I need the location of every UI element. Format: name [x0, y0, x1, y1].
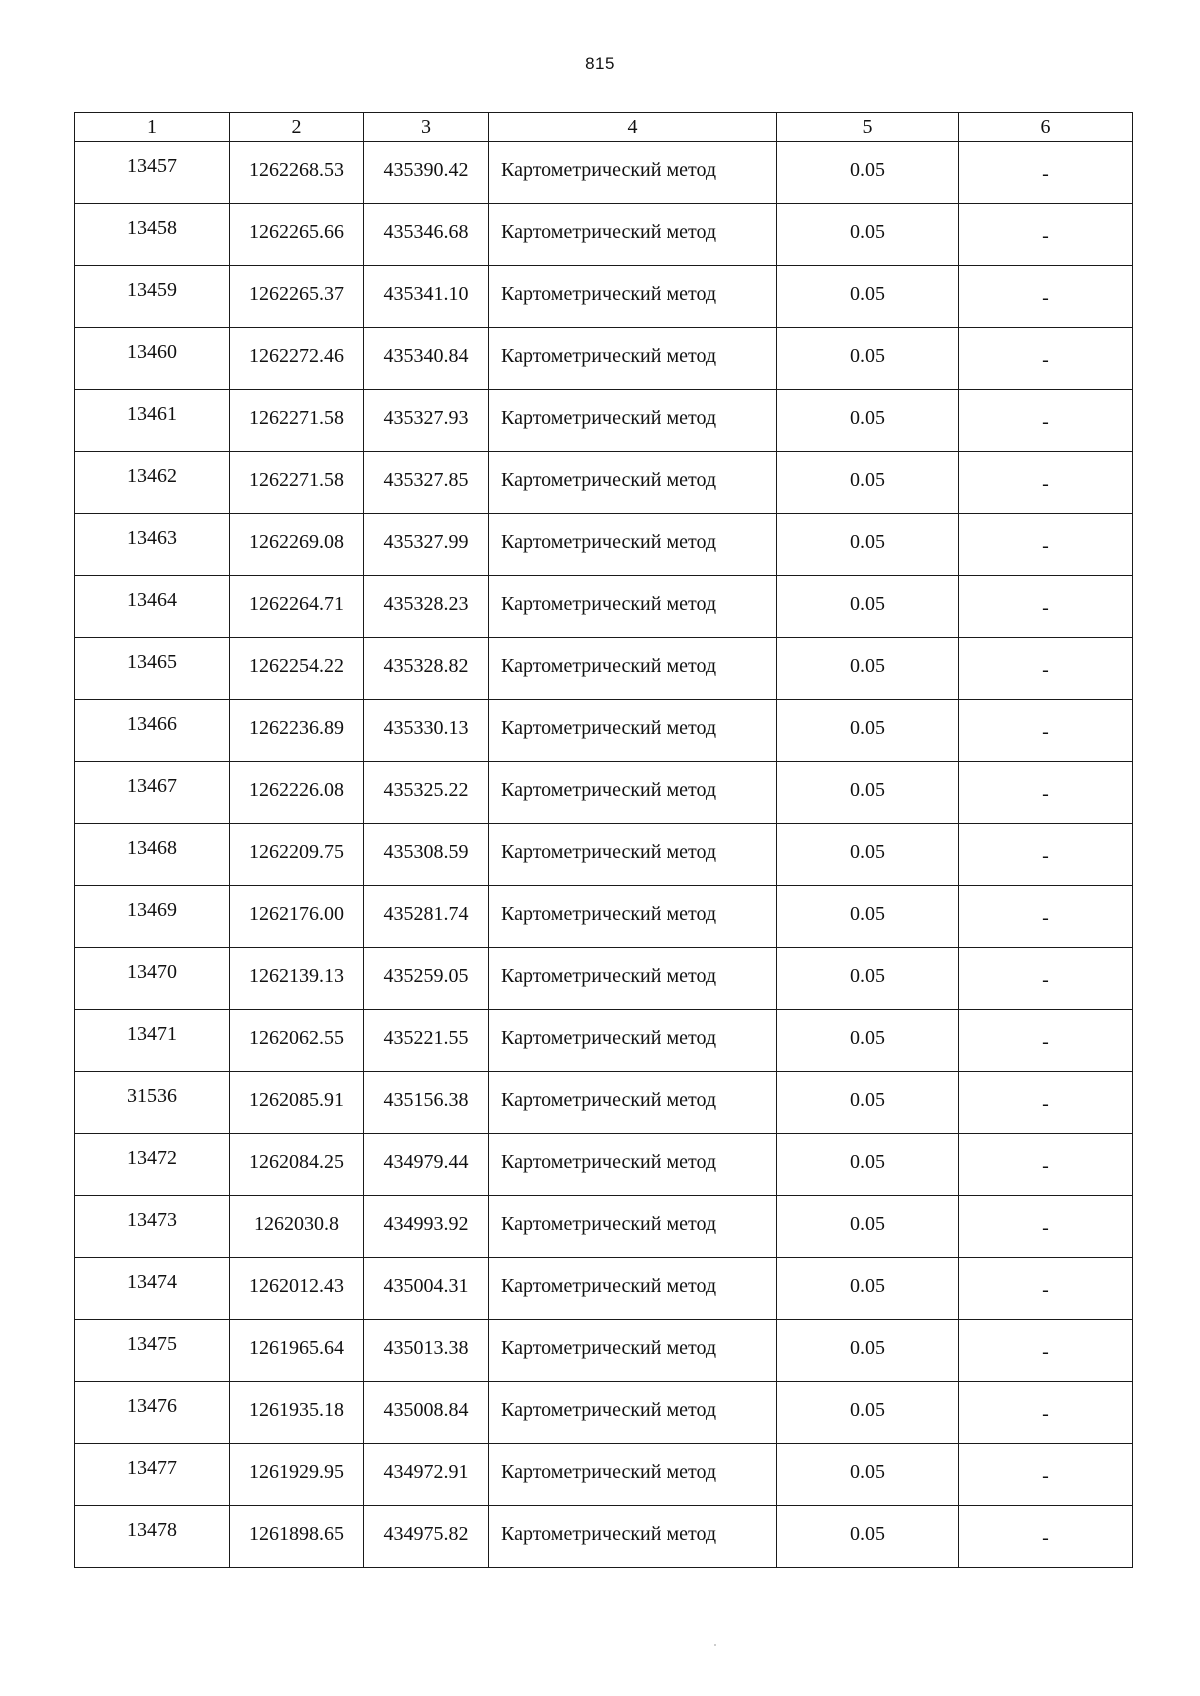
scan-speck: [714, 1644, 716, 1646]
accuracy-cell: 0.05: [777, 390, 959, 452]
point-number-cell: 13470: [75, 948, 230, 1010]
method-cell: Картометрический метод: [489, 1196, 777, 1258]
y-coordinate-cell: 435390.42: [364, 142, 489, 204]
note-cell: -: [959, 1320, 1133, 1382]
y-coordinate-cell: 434972.91: [364, 1444, 489, 1506]
note-cell: -: [959, 1444, 1133, 1506]
x-coordinate-cell: 1262265.37: [230, 266, 364, 328]
note-cell: -: [959, 638, 1133, 700]
x-coordinate-cell: 1262271.58: [230, 452, 364, 514]
coordinates-table: [74, 112, 1133, 1568]
note-cell: -: [959, 576, 1133, 638]
accuracy-cell: 0.05: [777, 1320, 959, 1382]
x-coordinate-cell: 1262226.08: [230, 762, 364, 824]
note-cell: -: [959, 824, 1133, 886]
accuracy-cell: 0.05: [777, 576, 959, 638]
note-cell: -: [959, 142, 1133, 204]
y-coordinate-cell: 435156.38: [364, 1072, 489, 1134]
accuracy-cell: 0.05: [777, 824, 959, 886]
note-cell: -: [959, 1258, 1133, 1320]
method-cell: Картометрический метод: [489, 390, 777, 452]
x-coordinate-cell: 1262209.75: [230, 824, 364, 886]
accuracy-cell: 0.05: [777, 1072, 959, 1134]
accuracy-cell: 0.05: [777, 762, 959, 824]
table-row: [75, 452, 1133, 514]
accuracy-cell: 0.05: [777, 204, 959, 266]
x-coordinate-cell: 1262139.13: [230, 948, 364, 1010]
note-cell: -: [959, 948, 1133, 1010]
point-number-cell: 13473: [75, 1196, 230, 1258]
y-coordinate-cell: 435346.68: [364, 204, 489, 266]
accuracy-cell: 0.05: [777, 948, 959, 1010]
table-row: [75, 1010, 1133, 1072]
method-cell: Картометрический метод: [489, 452, 777, 514]
column-header: 3: [364, 113, 489, 142]
x-coordinate-cell: 1262085.91: [230, 1072, 364, 1134]
table-row: [75, 1072, 1133, 1134]
accuracy-cell: 0.05: [777, 452, 959, 514]
x-coordinate-cell: 1262084.25: [230, 1134, 364, 1196]
point-number-cell: 13474: [75, 1258, 230, 1320]
y-coordinate-cell: 435327.85: [364, 452, 489, 514]
method-cell: Картометрический метод: [489, 266, 777, 328]
method-cell: Картометрический метод: [489, 948, 777, 1010]
note-cell: -: [959, 266, 1133, 328]
note-cell: -: [959, 390, 1133, 452]
column-header: 6: [959, 113, 1133, 142]
method-cell: Картометрический метод: [489, 514, 777, 576]
table-row: [75, 638, 1133, 700]
accuracy-cell: 0.05: [777, 514, 959, 576]
x-coordinate-cell: 1262265.66: [230, 204, 364, 266]
point-number-cell: 13458: [75, 204, 230, 266]
point-number-cell: 13457: [75, 142, 230, 204]
y-coordinate-cell: 435221.55: [364, 1010, 489, 1072]
method-cell: Картометрический метод: [489, 700, 777, 762]
accuracy-cell: 0.05: [777, 266, 959, 328]
x-coordinate-cell: 1261898.65: [230, 1506, 364, 1568]
x-coordinate-cell: 1262269.08: [230, 514, 364, 576]
table-row: [75, 1444, 1133, 1506]
accuracy-cell: 0.05: [777, 1258, 959, 1320]
point-number-cell: 13468: [75, 824, 230, 886]
y-coordinate-cell: 435328.23: [364, 576, 489, 638]
note-cell: -: [959, 204, 1133, 266]
y-coordinate-cell: 435328.82: [364, 638, 489, 700]
method-cell: Картометрический метод: [489, 204, 777, 266]
point-number-cell: 13467: [75, 762, 230, 824]
accuracy-cell: 0.05: [777, 1134, 959, 1196]
note-cell: -: [959, 1134, 1133, 1196]
method-cell: Картометрический метод: [489, 1072, 777, 1134]
y-coordinate-cell: 435327.93: [364, 390, 489, 452]
table-row: [75, 1196, 1133, 1258]
x-coordinate-cell: 1262030.8: [230, 1196, 364, 1258]
method-cell: Картометрический метод: [489, 1320, 777, 1382]
point-number-cell: 13461: [75, 390, 230, 452]
table-row: [75, 1258, 1133, 1320]
point-number-cell: 13475: [75, 1320, 230, 1382]
accuracy-cell: 0.05: [777, 1444, 959, 1506]
method-cell: Картометрический метод: [489, 328, 777, 390]
method-cell: Картометрический метод: [489, 1010, 777, 1072]
table-row: [75, 576, 1133, 638]
y-coordinate-cell: 435341.10: [364, 266, 489, 328]
note-cell: -: [959, 1072, 1133, 1134]
method-cell: Картометрический метод: [489, 638, 777, 700]
y-coordinate-cell: 435259.05: [364, 948, 489, 1010]
y-coordinate-cell: 434993.92: [364, 1196, 489, 1258]
column-header: 5: [777, 113, 959, 142]
method-cell: Картометрический метод: [489, 1258, 777, 1320]
note-cell: -: [959, 328, 1133, 390]
note-cell: -: [959, 452, 1133, 514]
x-coordinate-cell: 1262012.43: [230, 1258, 364, 1320]
accuracy-cell: 0.05: [777, 328, 959, 390]
x-coordinate-cell: 1262254.22: [230, 638, 364, 700]
point-number-cell: 13476: [75, 1382, 230, 1444]
accuracy-cell: 0.05: [777, 638, 959, 700]
table-row: [75, 824, 1133, 886]
note-cell: -: [959, 886, 1133, 948]
note-cell: -: [959, 1196, 1133, 1258]
table-row: [75, 266, 1133, 328]
table-row: [75, 886, 1133, 948]
table-row: [75, 1320, 1133, 1382]
y-coordinate-cell: 435330.13: [364, 700, 489, 762]
accuracy-cell: 0.05: [777, 1382, 959, 1444]
point-number-cell: 13477: [75, 1444, 230, 1506]
table-row: [75, 762, 1133, 824]
x-coordinate-cell: 1262176.00: [230, 886, 364, 948]
method-cell: Картометрический метод: [489, 1134, 777, 1196]
note-cell: -: [959, 514, 1133, 576]
method-cell: Картометрический метод: [489, 576, 777, 638]
method-cell: Картометрический метод: [489, 1506, 777, 1568]
point-number-cell: 31536: [75, 1072, 230, 1134]
y-coordinate-cell: 435325.22: [364, 762, 489, 824]
method-cell: Картометрический метод: [489, 824, 777, 886]
method-cell: Картометрический метод: [489, 1444, 777, 1506]
column-header: 1: [75, 113, 230, 142]
x-coordinate-cell: 1262271.58: [230, 390, 364, 452]
method-cell: Картометрический метод: [489, 142, 777, 204]
y-coordinate-cell: 435281.74: [364, 886, 489, 948]
table-row: [75, 1506, 1133, 1568]
accuracy-cell: 0.05: [777, 1010, 959, 1072]
note-cell: -: [959, 1010, 1133, 1072]
point-number-cell: 13478: [75, 1506, 230, 1568]
column-header: 2: [230, 113, 364, 142]
point-number-cell: 13465: [75, 638, 230, 700]
x-coordinate-cell: 1262264.71: [230, 576, 364, 638]
x-coordinate-cell: 1261935.18: [230, 1382, 364, 1444]
point-number-cell: 13464: [75, 576, 230, 638]
point-number-cell: 13462: [75, 452, 230, 514]
table-row: [75, 204, 1133, 266]
point-number-cell: 13472: [75, 1134, 230, 1196]
point-number-cell: 13459: [75, 266, 230, 328]
note-cell: -: [959, 1382, 1133, 1444]
x-coordinate-cell: 1262268.53: [230, 142, 364, 204]
method-cell: Картометрический метод: [489, 1382, 777, 1444]
accuracy-cell: 0.05: [777, 142, 959, 204]
accuracy-cell: 0.05: [777, 886, 959, 948]
x-coordinate-cell: 1262272.46: [230, 328, 364, 390]
table-row: [75, 700, 1133, 762]
table-row: [75, 1134, 1133, 1196]
table-row: [75, 1382, 1133, 1444]
point-number-cell: 13471: [75, 1010, 230, 1072]
x-coordinate-cell: 1262062.55: [230, 1010, 364, 1072]
y-coordinate-cell: 435013.38: [364, 1320, 489, 1382]
y-coordinate-cell: 435327.99: [364, 514, 489, 576]
method-cell: Картометрический метод: [489, 762, 777, 824]
y-coordinate-cell: 435340.84: [364, 328, 489, 390]
x-coordinate-cell: 1261929.95: [230, 1444, 364, 1506]
table-row: [75, 514, 1133, 576]
note-cell: -: [959, 1506, 1133, 1568]
note-cell: -: [959, 700, 1133, 762]
point-number-cell: 13463: [75, 514, 230, 576]
table-row: [75, 948, 1133, 1010]
header-row: [75, 113, 1133, 142]
y-coordinate-cell: 435004.31: [364, 1258, 489, 1320]
method-cell: Картометрический метод: [489, 886, 777, 948]
table-row: [75, 328, 1133, 390]
y-coordinate-cell: 434979.44: [364, 1134, 489, 1196]
accuracy-cell: 0.05: [777, 1506, 959, 1568]
page-number: 815: [585, 54, 615, 73]
point-number-cell: 13469: [75, 886, 230, 948]
y-coordinate-cell: 435008.84: [364, 1382, 489, 1444]
table-row: [75, 142, 1133, 204]
y-coordinate-cell: 434975.82: [364, 1506, 489, 1568]
point-number-cell: 13460: [75, 328, 230, 390]
point-number-cell: 13466: [75, 700, 230, 762]
note-cell: -: [959, 762, 1133, 824]
column-header: 4: [489, 113, 777, 142]
table-header: [75, 113, 1133, 142]
x-coordinate-cell: 1262236.89: [230, 700, 364, 762]
accuracy-cell: 0.05: [777, 1196, 959, 1258]
x-coordinate-cell: 1261965.64: [230, 1320, 364, 1382]
table-body: [75, 142, 1133, 1568]
y-coordinate-cell: 435308.59: [364, 824, 489, 886]
accuracy-cell: 0.05: [777, 700, 959, 762]
table-row: [75, 390, 1133, 452]
